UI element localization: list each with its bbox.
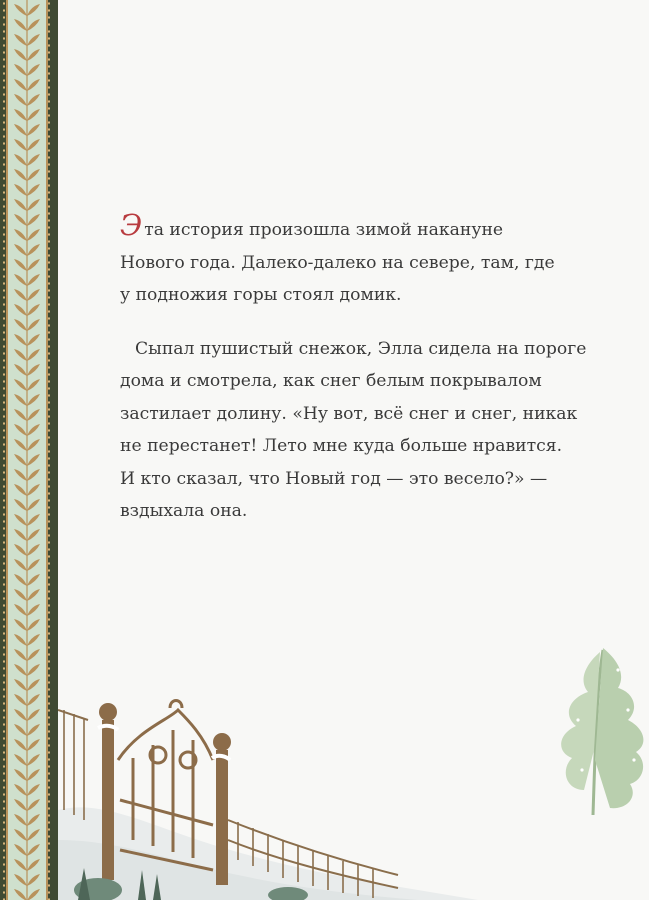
wheat-leaf [14,64,27,76]
wheat-leaf [27,724,40,736]
wheat-leaf [27,334,40,346]
wheat-leaf [14,94,27,106]
wheat-leaf [27,229,40,241]
wheat-leaf [27,244,40,256]
wheat-leaf [27,454,40,466]
wheat-leaf [14,709,27,721]
wheat-leaf [27,259,40,271]
wheat-leaf [14,814,27,826]
wheat-leaf [27,859,40,871]
wheat-leaf [14,874,27,886]
wheat-leaf [14,139,27,151]
wheat-leaf [14,304,27,316]
wheat-leaf [14,574,27,586]
wheat-leaf [27,49,40,61]
wheat-leaf [27,769,40,781]
wheat-leaf [14,169,27,181]
text-line: не перестанет! Лето мне куда больше нравится. [120,436,563,456]
wheat-leaf [14,469,27,481]
wheat-leaf [27,349,40,361]
wheat-leaf [27,514,40,526]
text-line: Сыпал пушистый снежок, Элла сидела на пороге [135,338,587,359]
wheat-leaf [14,529,27,541]
decorative-border [0,0,58,900]
wheat-leaf [14,589,27,601]
wheat-leaf [27,499,40,511]
wheat-leaf [27,274,40,286]
wheat-leaf [14,184,27,196]
wheat-leaf [27,289,40,301]
wheat-leaf [27,874,40,886]
wheat-leaf [27,559,40,571]
wrought-iron-gate-icon [58,690,478,900]
wheat-leaf [27,784,40,796]
paragraph-1 [120,208,590,312]
wheat-leaf [14,649,27,661]
wheat-leaf [14,694,27,706]
wheat-leaf [27,799,40,811]
wheat-leaf [14,124,27,136]
wheat-leaf-pattern-icon [0,0,58,900]
wheat-leaf [27,154,40,166]
wheat-leaf [27,364,40,376]
wheat-leaf [14,679,27,691]
wheat-leaf [14,739,27,751]
wheat-leaf [27,109,40,121]
wheat-leaf [27,574,40,586]
wheat-leaf [14,274,27,286]
wheat-leaf [14,364,27,376]
text-line: та история произошла зимой накануне [144,220,504,240]
wheat-leaf [27,379,40,391]
wheat-leaf [14,799,27,811]
wheat-leaf [14,859,27,871]
wheat-leaf [27,829,40,841]
wheat-leaf [14,754,27,766]
wheat-leaf [27,439,40,451]
paragraph-2 [120,333,590,528]
wheat-leaf [14,604,27,616]
wheat-leaf [27,664,40,676]
wheat-leaf [14,334,27,346]
wheat-leaf [14,349,27,361]
wheat-leaf [27,4,40,16]
wheat-leaf [14,724,27,736]
story-text [120,208,590,528]
wheat-leaf [27,709,40,721]
wheat-leaf [14,154,27,166]
drop-cap: Э [120,208,143,242]
wheat-leaf [27,199,40,211]
wheat-leaf [27,79,40,91]
wheat-leaf [27,589,40,601]
wheat-leaf [14,664,27,676]
wheat-leaf [27,124,40,136]
wheat-leaf [14,229,27,241]
wheat-leaf [14,34,27,46]
wheat-leaf [27,739,40,751]
wheat-leaf [27,94,40,106]
wheat-leaf [14,784,27,796]
wheat-leaf [14,844,27,856]
wheat-leaf [27,649,40,661]
text-line: дома и смотрела, как снег белым покрывалом [120,371,542,391]
wheat-leaf [27,754,40,766]
text-line: у подножия горы стоял домик. [120,285,402,305]
wheat-leaf [14,244,27,256]
wheat-leaf [14,439,27,451]
wheat-leaf [14,79,27,91]
text-line: застилает долину. «Ну вот, всё снег и снег, никак [120,403,578,424]
wheat-leaf [27,19,40,31]
wheat-leaf [14,214,27,226]
wheat-leaf [27,34,40,46]
wheat-leaf [27,169,40,181]
wheat-leaf [27,394,40,406]
wheat-leaf [27,604,40,616]
wheat-leaf [27,814,40,826]
wheat-leaf [14,499,27,511]
wheat-leaf [14,889,27,900]
wheat-leaf [27,529,40,541]
wheat-leaf [27,304,40,316]
wheat-leaf [14,409,27,421]
wheat-leaf [27,214,40,226]
wheat-leaf [27,424,40,436]
wheat-leaf [27,484,40,496]
wheat-leaf [14,289,27,301]
wheat-leaf [14,454,27,466]
wheat-leaf [27,619,40,631]
wheat-leaf [14,379,27,391]
wheat-leaf [14,4,27,16]
wheat-leaf [14,559,27,571]
wheat-leaf [14,19,27,31]
wheat-leaf [14,769,27,781]
wheat-leaf [27,409,40,421]
text-line: Нового года. Далеко-далеко на севере, там, где [120,252,555,273]
wheat-leaf [14,619,27,631]
wheat-leaf [14,424,27,436]
wheat-leaf [14,199,27,211]
wheat-leaf [27,184,40,196]
wheat-leaf [14,394,27,406]
wheat-leaf [14,544,27,556]
text-line: вздыхала она. [120,501,248,521]
wheat-leaf [27,139,40,151]
snowy-leaf-branch-icon [548,640,649,820]
wheat-leaf [14,829,27,841]
wheat-leaf [14,514,27,526]
wheat-leaf [14,319,27,331]
wheat-leaf [27,844,40,856]
wheat-leaf [27,64,40,76]
wheat-leaf [27,889,40,900]
wheat-leaf [27,694,40,706]
wheat-leaf [27,634,40,646]
wheat-leaf [27,469,40,481]
wheat-leaf [14,634,27,646]
text-line: И кто сказал, что Новый год — это весело?» — [120,468,548,489]
wheat-leaf [14,484,27,496]
wheat-leaf [27,544,40,556]
wheat-leaf [27,319,40,331]
wheat-leaf [14,259,27,271]
wheat-leaf [14,49,27,61]
wheat-leaf [14,109,27,121]
wheat-leaf [27,679,40,691]
